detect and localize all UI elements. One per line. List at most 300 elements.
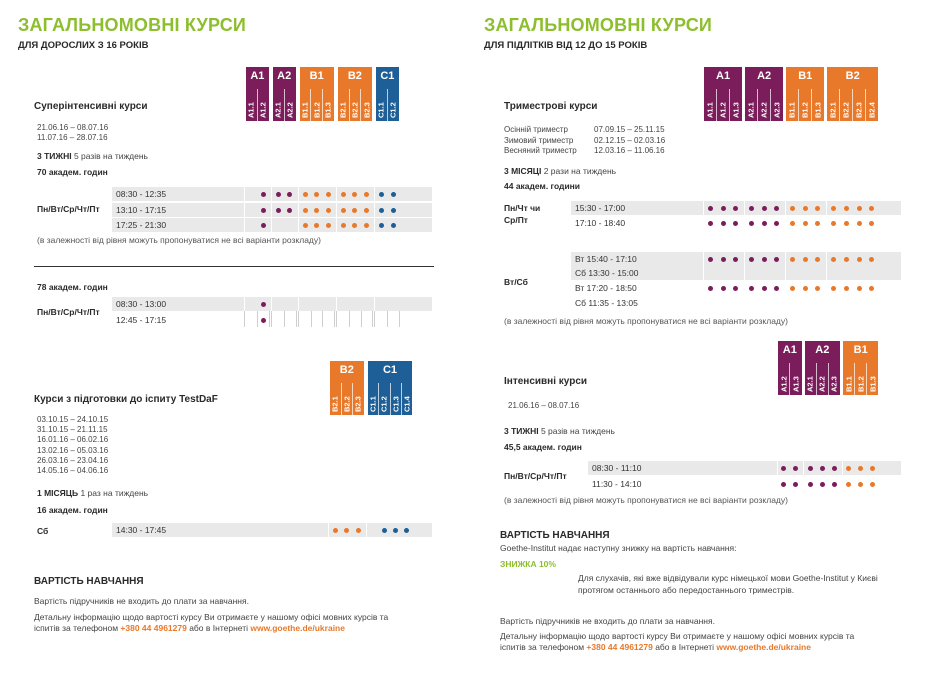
sublevel — [716, 89, 729, 121]
availability-dot-orange — [869, 206, 874, 211]
availability-dot-purple — [762, 221, 767, 226]
row-time: 17:10 - 18:40 — [575, 218, 626, 228]
sublevel — [852, 89, 865, 121]
availability-dot-purple — [820, 482, 825, 487]
sublevel — [338, 89, 349, 121]
availability-dot-blue — [393, 528, 398, 533]
intensive-right-date: 21.06.16 – 08.07.16 — [508, 401, 580, 410]
cost-intro-right: Goethe-Institut надає наступну знижку на вартість навчання: — [500, 543, 737, 553]
testdaf-duration: 1 МІСЯЦЬ 1 раз на тиждень — [37, 488, 149, 498]
testdaf-date: 14.05.16 – 04.06.16 — [37, 466, 109, 475]
availability-dot-orange — [314, 208, 319, 213]
cell-gap — [826, 296, 827, 310]
level-name: A2 — [757, 70, 772, 82]
sublevel-label: A2.1 — [273, 102, 283, 118]
level-name: B1 — [853, 344, 868, 356]
sublevel — [827, 89, 839, 121]
level-a1 — [246, 67, 269, 121]
level-name: B2 — [845, 70, 860, 82]
availability-dot-purple — [749, 206, 754, 211]
availability-dot-purple — [261, 208, 266, 213]
sublevel — [300, 89, 311, 121]
availability-dot-purple — [708, 206, 713, 211]
sublevel-label: B1.3 — [868, 376, 878, 392]
availability-dot-purple — [762, 257, 767, 262]
availability-dot-orange — [803, 257, 808, 262]
sublevel — [273, 89, 284, 121]
row-time: 08:30 - 13:00 — [116, 299, 167, 309]
availability-dot-blue — [404, 528, 409, 533]
grid-line — [349, 311, 350, 327]
grid-line — [298, 311, 299, 327]
web-link[interactable]: www.goethe.de/ukraine — [250, 623, 345, 633]
schedule-row — [112, 218, 432, 232]
availability-dot-orange — [790, 286, 795, 291]
sublevel — [368, 383, 378, 415]
availability-dot-orange — [803, 206, 808, 211]
trimester-days1b: Ср/Пт — [504, 215, 528, 225]
testdaf-date: 03.10.15 – 24.10.15 — [37, 415, 109, 424]
level-a2 — [805, 341, 840, 395]
cell-gap — [744, 296, 745, 310]
level-b1 — [786, 67, 824, 121]
availability-dot-purple — [774, 257, 779, 262]
sublevel — [745, 89, 757, 121]
schedule-note: (в залежності від рівня можуть пропонуватися не всі варіанти розкладу) — [37, 235, 321, 245]
sublevel — [816, 363, 828, 395]
sublevel-label: B1.2 — [312, 102, 322, 118]
cell-gap — [703, 296, 704, 310]
schedule-row — [571, 266, 901, 280]
cell-gap — [826, 281, 827, 295]
row-time: 08:30 - 11:10 — [592, 463, 642, 473]
availability-dot-orange — [857, 221, 862, 226]
sublevel — [866, 363, 878, 395]
cell-gap — [244, 218, 245, 232]
grid-line — [336, 311, 337, 327]
sublevel-label: B2.3 — [362, 102, 372, 118]
grid-line — [334, 311, 335, 327]
cell-gap — [366, 523, 367, 537]
grid-line — [372, 311, 373, 327]
availability-dot-purple — [287, 192, 292, 197]
sublevel — [390, 383, 401, 415]
cell-gap — [785, 281, 786, 295]
availability-dot-orange — [341, 208, 346, 213]
sublevel-label: A1.2 — [258, 102, 268, 118]
course-hours: 70 академ. годин — [37, 167, 108, 177]
cell-gap — [842, 477, 843, 491]
cell-gap — [328, 523, 329, 537]
schedule-row — [112, 297, 432, 311]
availability-dot-purple — [733, 206, 738, 211]
availability-dot-orange — [831, 221, 836, 226]
discount-text-1: Для слухачів, які вже відвідували курс німецької мови Goethe-Institut у Києві — [578, 573, 878, 583]
availability-dot-orange — [857, 206, 862, 211]
sublevel-label: B2.2 — [350, 102, 360, 118]
cell-gap — [271, 187, 272, 201]
level-b1 — [843, 341, 878, 395]
cell-gap — [785, 296, 786, 310]
availability-dot-orange — [341, 192, 346, 197]
cell-gap — [803, 461, 804, 475]
availability-dot-orange — [869, 221, 874, 226]
trimester-note: (в залежності від рівня можуть пропонуватися не всі варіанти розкладу) — [504, 316, 788, 326]
level-header-left-intensive — [246, 67, 432, 121]
cost-line1-right: Вартість підручників не входить до плати за навчання. — [500, 616, 715, 626]
cell-gap — [244, 187, 245, 201]
cost-title-right: ВАРТІСТЬ НАВЧАННЯ — [500, 530, 610, 541]
sublevel — [757, 89, 770, 121]
availability-dot-orange — [790, 257, 795, 262]
availability-dot-purple — [762, 206, 767, 211]
availability-dot-purple — [708, 286, 713, 291]
availability-dot-purple — [261, 223, 266, 228]
section-divider — [34, 266, 434, 267]
sublevel — [360, 89, 372, 121]
row-time: 15:30 - 17:00 — [575, 203, 626, 213]
availability-dot-blue — [382, 528, 387, 533]
cell-gap — [271, 297, 272, 311]
schedule-row — [588, 477, 901, 491]
sublevel — [811, 89, 824, 121]
availability-dot-orange — [870, 482, 875, 487]
course-title-superintensive: Суперінтенсивні курси — [34, 101, 148, 112]
right-subtitle: ДЛЯ ПІДЛІТКІВ ВІД 12 ДО 15 РОКІВ — [484, 40, 648, 51]
level-header-left-testdaf — [330, 361, 432, 415]
grid-line — [296, 311, 297, 327]
sublevel — [704, 89, 716, 121]
availability-dot-orange — [344, 528, 349, 533]
availability-dot-orange — [352, 192, 357, 197]
right-title: ЗАГАЛЬНОМОВНІ КУРСИ — [484, 15, 713, 35]
cell-gap — [298, 218, 299, 232]
cost-line1-left: Вартість підручників не входить до плати за навчання. — [34, 596, 249, 606]
schedule-row — [112, 187, 432, 201]
sublevel — [341, 383, 353, 415]
phone-link[interactable]: +380 44 4961279 — [120, 623, 187, 633]
level-header-right-trimester — [704, 67, 901, 121]
cell-gap — [271, 218, 272, 232]
cell-gap — [785, 201, 786, 215]
sublevel — [854, 363, 866, 395]
sublevel-label: A2.3 — [772, 102, 782, 118]
testdaf-days: Сб — [37, 526, 49, 536]
course-title-testdaf: Курси з підготовки до іспиту TestDaF — [34, 394, 218, 405]
availability-dot-orange — [341, 223, 346, 228]
cell-gap — [244, 203, 245, 217]
sublevel-label: B1.3 — [323, 102, 333, 118]
availability-dot-orange — [303, 208, 308, 213]
availability-dot-orange — [844, 221, 849, 226]
schedule-days-78: Пн/Вт/Ср/Чт/Пт — [37, 307, 100, 317]
availability-dot-purple — [793, 482, 798, 487]
sublevel-label: A1.3 — [731, 102, 741, 118]
cell-gap — [336, 218, 337, 232]
availability-dot-orange — [352, 223, 357, 228]
row-time: 13:10 - 17:15 — [116, 205, 167, 215]
term-dates: 02.12.15 – 02.03.16 — [594, 135, 666, 145]
grid-line — [361, 311, 362, 327]
trimester-hours: 44 академ. години — [504, 181, 581, 191]
cell-gap — [703, 216, 704, 230]
cell-gap — [703, 201, 704, 215]
schedule-row — [571, 296, 901, 310]
availability-dot-purple — [749, 286, 754, 291]
sublevel-label: B2.3 — [353, 396, 363, 412]
availability-dot-orange — [803, 221, 808, 226]
sublevel — [378, 383, 389, 415]
grid-line — [269, 311, 270, 327]
row-time: Вт 15:40 - 17:10 — [575, 254, 637, 264]
level-name: B1 — [309, 70, 324, 82]
sublevel — [387, 89, 399, 121]
sublevel — [322, 89, 334, 121]
cell-gap — [744, 281, 745, 295]
level-name: A2 — [815, 344, 830, 356]
sublevel-label: B2.2 — [342, 396, 352, 412]
availability-dot-blue — [379, 208, 384, 213]
row-time: Сб 11:35 - 13:05 — [575, 298, 638, 308]
availability-dot-purple — [708, 221, 713, 226]
availability-dot-orange — [831, 206, 836, 211]
cell-gap — [826, 252, 827, 266]
availability-dot-orange — [844, 286, 849, 291]
sublevel-label: C1.1 — [368, 396, 378, 412]
grid-line — [271, 311, 272, 327]
cost-line3-right: іспитів за телефоном +380 44 4961279 або в Інтернеті www.goethe.de/ukraine — [500, 642, 811, 652]
sublevel-label: C1.3 — [391, 396, 401, 412]
availability-dot-purple — [733, 257, 738, 262]
availability-dot-orange — [857, 286, 862, 291]
term-name: Весняний триместр — [504, 146, 577, 155]
availability-dot-orange — [352, 208, 357, 213]
availability-dot-orange — [831, 286, 836, 291]
schedule-row — [571, 216, 901, 230]
sublevel-label: A1.3 — [791, 376, 801, 392]
web-link-right[interactable]: www.goethe.de/ukraine — [716, 642, 811, 652]
availability-dot-orange — [831, 257, 836, 262]
level-c1 — [368, 361, 413, 415]
cost-line3-left: іспитів за телефоном +380 44 4961279 або в Інтернеті www.goethe.de/ukraine — [34, 623, 345, 633]
availability-dot-orange — [314, 223, 319, 228]
availability-dot-purple — [774, 286, 779, 291]
row-time: 14:30 - 17:45 — [116, 525, 167, 535]
sublevel — [770, 89, 783, 121]
cell-gap — [842, 461, 843, 475]
cell-gap — [744, 252, 745, 266]
availability-dot-purple — [261, 302, 266, 307]
availability-dot-orange — [846, 466, 851, 471]
level-b1 — [300, 67, 334, 121]
sublevel-label: B1.2 — [856, 376, 866, 392]
availability-dot-blue — [379, 192, 384, 197]
cell-gap — [271, 203, 272, 217]
cell-gap — [298, 297, 299, 311]
level-a1 — [704, 67, 742, 121]
course-title-trimester: Триместрові курси — [504, 101, 598, 112]
sublevel-label: B2.1 — [828, 102, 838, 118]
level-name: A2 — [277, 70, 292, 82]
availability-dot-purple — [721, 206, 726, 211]
availability-dot-purple — [808, 466, 813, 471]
cell-gap — [336, 203, 337, 217]
cost-line2-left: Детальну інформацію щодо вартості курсу Ви отримаєте у нашому офісі мовних курсів та — [34, 612, 389, 622]
sublevel — [310, 89, 322, 121]
schedule-row — [112, 203, 432, 217]
availability-dot-purple — [749, 221, 754, 226]
availability-dot-orange — [844, 206, 849, 211]
sublevel-label: A2.2 — [817, 376, 827, 392]
availability-dot-orange — [844, 257, 849, 262]
sublevel — [843, 363, 854, 395]
sublevel-label: C1.1 — [376, 102, 386, 118]
cell-gap — [777, 477, 778, 491]
sublevel-label: A1.1 — [705, 102, 715, 118]
course-hours-78: 78 академ. годин — [37, 282, 108, 292]
sublevel-label: C1.4 — [402, 396, 412, 412]
row-time: 12:45 - 17:15 — [116, 315, 167, 325]
availability-dot-orange — [356, 528, 361, 533]
phone-link-right[interactable]: +380 44 4961279 — [586, 642, 653, 652]
cell-gap — [744, 201, 745, 215]
availability-dot-orange — [846, 482, 851, 487]
intensive-right-hours: 45,5 академ. годин — [504, 442, 582, 452]
availability-dot-purple — [261, 318, 266, 323]
availability-dot-orange — [314, 192, 319, 197]
availability-dot-orange — [790, 221, 795, 226]
availability-dot-purple — [287, 208, 292, 213]
grid-line — [322, 311, 323, 327]
sublevel-label: A2.1 — [746, 102, 756, 118]
grid-line — [311, 311, 312, 327]
availability-dot-purple — [261, 192, 266, 197]
sublevel-label: B2.1 — [338, 102, 348, 118]
schedule-row — [112, 313, 432, 327]
level-c1 — [376, 67, 399, 121]
sublevel-label: B2.1 — [330, 396, 340, 412]
cell-gap — [298, 187, 299, 201]
availability-dot-purple — [832, 466, 837, 471]
trimester-days2: Вт/Сб — [504, 277, 528, 287]
term-dates: 07.09.15 – 25.11.15 — [594, 125, 665, 134]
availability-dot-orange — [326, 223, 331, 228]
cell-gap — [826, 266, 827, 280]
course-date-1: 21.06.16 – 08.07.16 — [37, 123, 109, 132]
discount-label: ЗНИЖКА 10% — [500, 559, 556, 569]
availability-dot-purple — [276, 208, 281, 213]
course-duration: 3 ТИЖНІ 5 разів на тиждень — [37, 151, 148, 161]
row-time: Вт 17:20 - 18:50 — [575, 283, 637, 293]
cell-gap — [803, 477, 804, 491]
sublevel — [352, 383, 364, 415]
cell-gap — [785, 252, 786, 266]
term-name: Зимовий триместр — [504, 135, 574, 145]
sublevel-label: B1.3 — [813, 102, 823, 118]
level-header-right-intensive — [778, 341, 901, 395]
sublevel — [729, 89, 742, 121]
cell-gap — [703, 252, 704, 266]
availability-dot-orange — [858, 466, 863, 471]
row-time: Сб 13:30 - 15:00 — [575, 268, 639, 278]
course-title-intensive-right: Інтенсивні курси — [504, 376, 588, 387]
availability-dot-orange — [803, 286, 808, 291]
sublevel-label: A2.3 — [829, 376, 839, 392]
cell-gap — [703, 266, 704, 280]
schedule-row — [571, 252, 901, 266]
course-date-2: 11.07.16 – 28.07.16 — [37, 133, 108, 142]
level-a1 — [778, 341, 802, 395]
cell-gap — [785, 216, 786, 230]
availability-dot-purple — [733, 286, 738, 291]
cell-gap — [826, 201, 827, 215]
cost-title-left: ВАРТІСТЬ НАВЧАННЯ — [34, 576, 144, 587]
sublevel-label: A1.2 — [779, 376, 789, 392]
availability-dot-orange — [870, 466, 875, 471]
availability-dot-purple — [721, 221, 726, 226]
cell-gap — [374, 297, 375, 311]
level-name: A1 — [250, 70, 265, 82]
left-subtitle: ДЛЯ ДОРОСЛИХ З 16 РОКІВ — [18, 40, 149, 51]
sublevel-label: B2.3 — [854, 102, 864, 118]
availability-dot-orange — [790, 206, 795, 211]
sublevel — [789, 363, 801, 395]
sublevel-label: A2.1 — [805, 376, 815, 392]
availability-dot-orange — [326, 208, 331, 213]
cell-gap — [826, 216, 827, 230]
level-b2 — [330, 361, 364, 415]
cost-line2-right: Детальну інформацію щодо вартості курсу Ви отримаєте у нашому офісі мовних курсів та — [500, 631, 855, 641]
level-a2 — [273, 67, 296, 121]
sublevel-label: A2.2 — [285, 102, 295, 118]
sublevel-label: B1.1 — [300, 102, 310, 118]
availability-dot-purple — [708, 257, 713, 262]
availability-dot-purple — [781, 482, 786, 487]
intensive-right-note: (в залежності від рівня можуть пропонуватися не всі варіанти розкладу) — [504, 495, 788, 505]
cell-gap — [703, 281, 704, 295]
availability-dot-orange — [333, 528, 338, 533]
grid-line — [399, 311, 400, 327]
availability-dot-purple — [832, 482, 837, 487]
availability-dot-blue — [379, 223, 384, 228]
testdaf-date: 31.10.15 – 21.11.15 — [37, 425, 108, 435]
availability-dot-purple — [721, 286, 726, 291]
cell-gap — [298, 203, 299, 217]
sublevel — [798, 89, 811, 121]
sublevel — [376, 89, 387, 121]
testdaf-date: 26.03.16 – 23.04.16 — [37, 455, 109, 465]
testdaf-date: 13.02.16 – 05.03.16 — [37, 445, 109, 455]
sublevel-label: B1.1 — [787, 102, 797, 118]
cell-gap — [374, 187, 375, 201]
sublevel — [865, 89, 878, 121]
sublevel-label: A1.1 — [246, 102, 256, 118]
trimester-days1: Пн/Чт чи — [504, 203, 541, 213]
grid-line — [374, 311, 375, 327]
cell-gap — [374, 203, 375, 217]
availability-dot-orange — [303, 192, 308, 197]
row-time: 08:30 - 12:35 — [116, 189, 167, 199]
availability-dot-purple — [774, 206, 779, 211]
availability-dot-blue — [391, 223, 396, 228]
left-title: ЗАГАЛЬНОМОВНІ КУРСИ — [18, 15, 247, 35]
level-name: B2 — [339, 364, 354, 376]
sublevel — [828, 363, 840, 395]
level-name: B2 — [347, 70, 362, 82]
level-name: A1 — [782, 344, 797, 356]
availability-dot-blue — [391, 208, 396, 213]
sublevel — [778, 363, 789, 395]
